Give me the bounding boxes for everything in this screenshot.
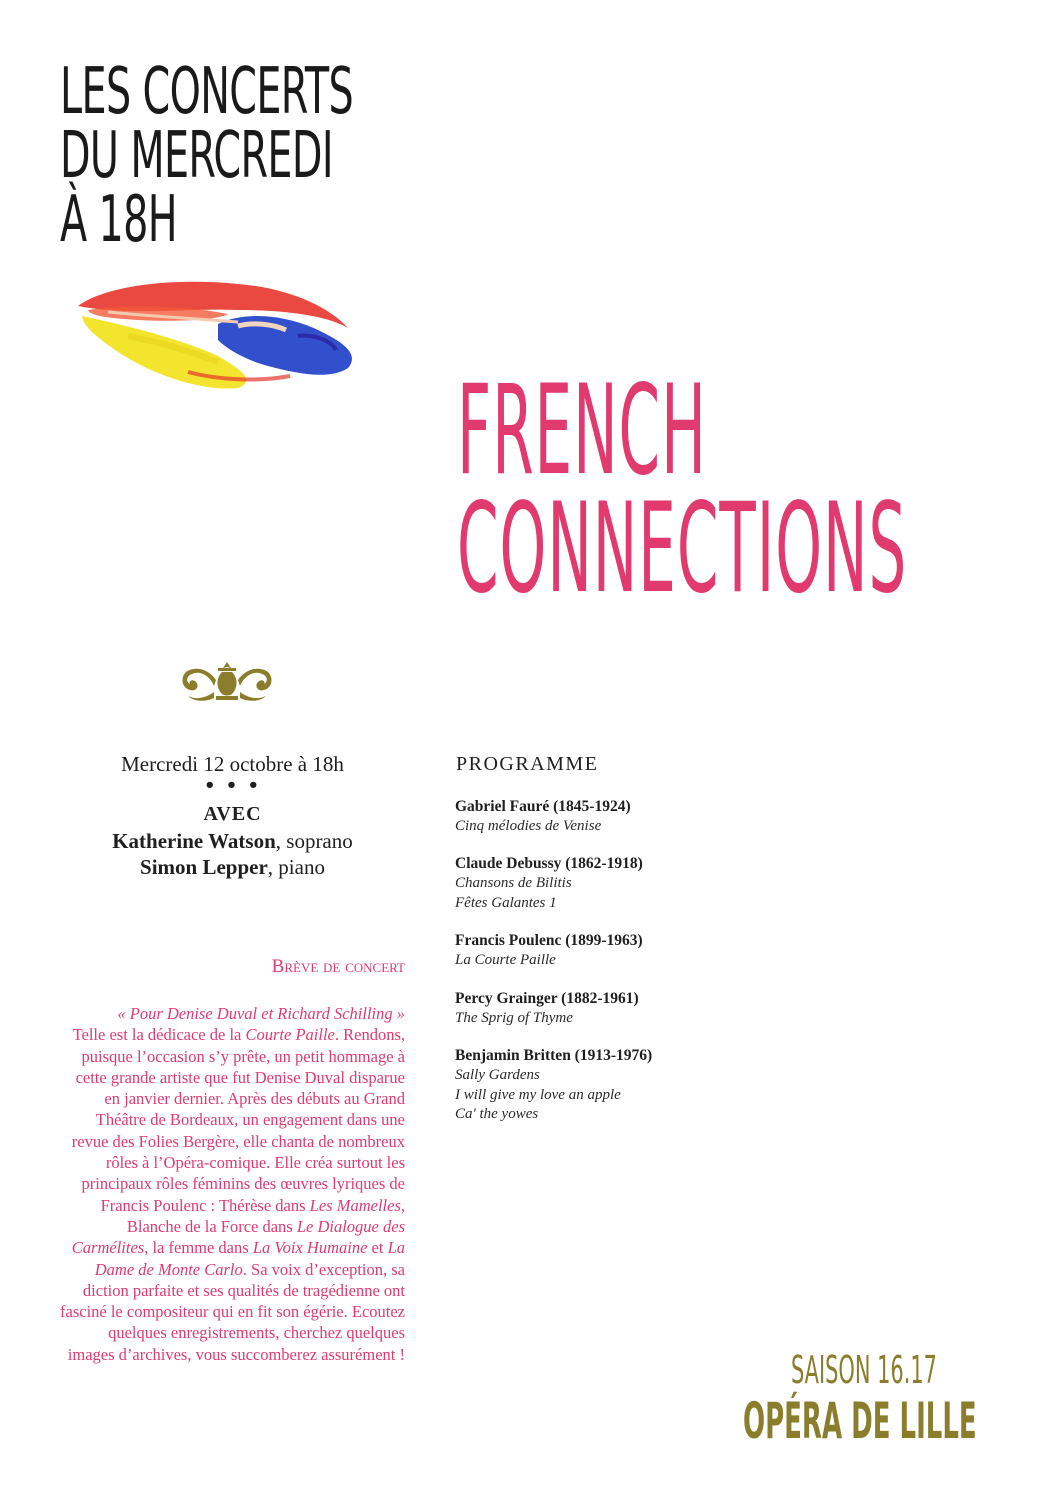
work: Chansons de Bilitis xyxy=(455,875,572,891)
work: Sally Gardens xyxy=(455,1067,540,1083)
work: La Courte Paille xyxy=(455,952,556,968)
season-label: SAISON 16.17 xyxy=(791,1348,937,1392)
programme-item xyxy=(455,854,643,913)
concert-title-line-2: CONNECTIONS xyxy=(457,477,908,621)
breve-segment-title: La Dame de Monte Carlo xyxy=(94,1238,405,1279)
breve-segment-title: La Voix Humaine xyxy=(252,1238,368,1258)
ornament-icon xyxy=(178,658,276,706)
performer-role: , soprano xyxy=(275,829,353,853)
breve-segment: , la femme dans xyxy=(144,1238,253,1258)
work: The Sprig of Thyme xyxy=(455,1010,573,1026)
painted-figure-illustration xyxy=(68,276,360,394)
composer: Claude Debussy (1862-1918) xyxy=(455,855,643,872)
programme-item xyxy=(455,931,643,971)
separator-dots: • • • xyxy=(203,775,262,796)
series-title-line-2: DU MERCREDI xyxy=(60,119,333,193)
breve-segment: Blanche de la Force dans xyxy=(126,1216,297,1236)
breve-segment: Telle est la dédicace de la xyxy=(72,1025,246,1045)
concert-title xyxy=(457,359,908,621)
composer: Percy Grainger (1882-1961) xyxy=(455,990,639,1007)
work: I will give my love an apple xyxy=(455,1086,621,1103)
breve-segment-title: Courte Paille xyxy=(245,1025,335,1045)
concert-date: Mercredi 12 octobre à 18h xyxy=(121,752,344,776)
breve-segment: . Sa voix d’exception, sa diction parfaite et ses qualités de tragédienne ont fasciné le compositeur qui en fit son égérie. Ecoutez quelques enregistrements, cherchez quelques images d’archives, vous succomberez assurément ! xyxy=(60,1259,405,1364)
avec-label: AVEC xyxy=(203,803,262,825)
breve-text xyxy=(58,1003,405,1365)
breve-segment-title: Les Mamelles, xyxy=(309,1195,405,1215)
opera-logo: OPÉRA DE LILLE xyxy=(743,1392,977,1450)
programme-item xyxy=(455,797,631,837)
breve-dedication: « Pour Denise Duval et Richard Schilling » xyxy=(117,1004,405,1023)
work: Fêtes Galantes 1 xyxy=(455,894,557,911)
concert-title-line-1: FRENCH xyxy=(457,359,707,503)
series-title-line-1: LES CONCERTS xyxy=(60,55,354,129)
work: Cinq mélodies de Venise xyxy=(455,818,602,834)
performer-name: Katherine Watson xyxy=(112,829,276,853)
series-title xyxy=(60,55,354,257)
performer-piano xyxy=(60,855,405,880)
series-title-line-3: À 18H xyxy=(60,183,177,257)
composer: Francis Poulenc (1899-1963) xyxy=(455,932,643,949)
composer: Benjamin Britten (1913-1976) xyxy=(455,1047,653,1064)
performer-name: Simon Lepper xyxy=(140,855,268,879)
programme-heading: PROGRAMME xyxy=(456,753,599,775)
breve-heading: Brève de concert xyxy=(271,956,405,977)
work: Ca' the yowes xyxy=(455,1106,539,1122)
programme-item xyxy=(455,989,639,1029)
composer: Gabriel Fauré (1845-1924) xyxy=(455,798,631,815)
performer-soprano xyxy=(60,829,405,854)
programme-item xyxy=(455,1046,652,1125)
breve-segment: et xyxy=(367,1238,388,1258)
breve-segment-title: Le Dialogue des Carmélites xyxy=(71,1216,405,1258)
breve-segment: . Rendons, puisque l’occasion s’y prête, un petit hommage à cette grande artiste que fut Denise Duval disparue en janvier dernier. Après des débuts au Grand Théâtre de Bordeaux, un engagement dans une revue des Folies Bergère, elle chanta de nombreux rôles à l’Opéra-comique. Elle créa surtout les principaux rôles féminins des œuvres lyriques de Francis Poulenc : Thérèse dans xyxy=(71,1025,405,1215)
performer-role: , piano xyxy=(267,855,325,879)
